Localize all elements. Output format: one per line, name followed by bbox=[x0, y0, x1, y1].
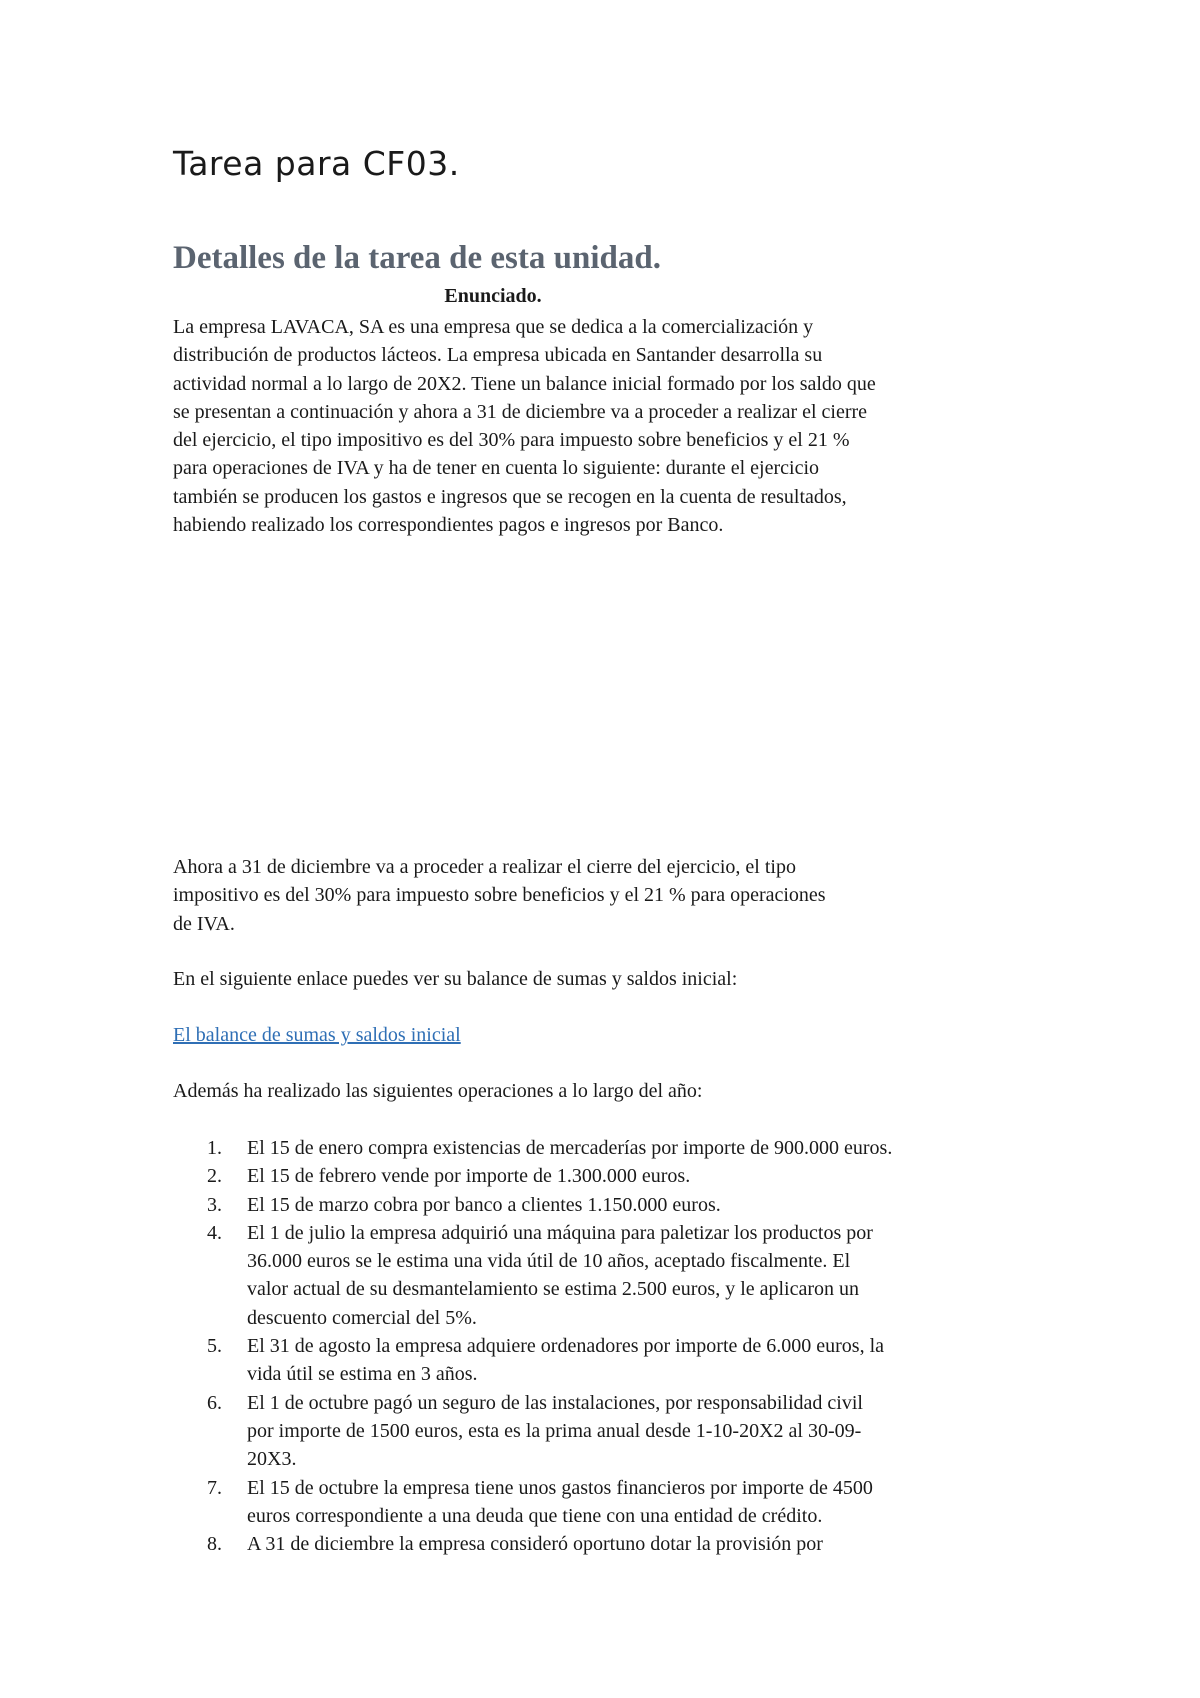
intro-line: actividad normal a lo largo de 20X2. Tiene un balance inicial formado por los saldo que bbox=[173, 372, 876, 395]
list-item bbox=[173, 1474, 1053, 1531]
intro-line: se presentan a continuación y ahora a 31 de diciembre va a proceder a realizar el cierre bbox=[173, 400, 868, 423]
list-item-line: valor actual de su desmantelamiento se estima 2.500 euros, y le aplicaron un bbox=[247, 1278, 860, 1301]
operaciones-list bbox=[173, 1134, 1053, 1558]
list-item bbox=[173, 1530, 1053, 1558]
cierre-line: Ahora a 31 de diciembre va a proceder a realizar el cierre del ejercicio, el tipo bbox=[173, 856, 796, 878]
cierre-line: de IVA. bbox=[173, 912, 235, 935]
list-item-number: 2. bbox=[207, 1165, 222, 1188]
cierre-paragraph bbox=[173, 853, 993, 938]
list-item-number: 7. bbox=[207, 1476, 222, 1499]
list-item bbox=[173, 1389, 1053, 1474]
list-item-line: A 31 de diciembre la empresa consideró oportuno dotar la provisión por bbox=[247, 1533, 823, 1556]
document-title: Tarea para CF03. bbox=[173, 144, 460, 183]
intro-line: para operaciones de IVA y ha de tener en cuenta lo siguiente: durante el ejercicio bbox=[173, 457, 820, 480]
intro-line: distribución de productos lácteos. La empresa ubicada en Santander desarrolla su bbox=[173, 344, 823, 367]
list-item-number: 4. bbox=[207, 1221, 222, 1244]
list-item-number: 5. bbox=[207, 1335, 222, 1358]
list-item-line: El 15 de febrero vende por importe de 1.300.000 euros. bbox=[247, 1165, 691, 1188]
list-item-line: El 15 de octubre la empresa tiene unos gastos financieros por importe de 4500 bbox=[247, 1476, 873, 1499]
balance-link[interactable]: El balance de sumas y saldos inicial bbox=[173, 1024, 461, 1046]
list-item-number: 6. bbox=[207, 1391, 222, 1414]
subheading-enunciado: Enunciado. bbox=[444, 285, 542, 307]
section-heading: Detalles de la tarea de esta unidad. bbox=[173, 240, 661, 276]
intro-line: también se producen los gastos e ingresos que se recogen en la cuenta de resultados, bbox=[173, 485, 847, 508]
intro-paragraph bbox=[173, 313, 1053, 539]
operaciones-intro-paragraph: Además ha realizado las siguientes operaciones a lo largo del año: bbox=[173, 1080, 703, 1102]
list-item bbox=[173, 1219, 1053, 1332]
list-item-line: euros correspondiente a una deuda que tiene con una entidad de crédito. bbox=[247, 1504, 823, 1527]
list-item-line: vida útil se estima en 3 años. bbox=[247, 1363, 478, 1386]
list-item-number: 3. bbox=[207, 1193, 222, 1216]
intro-line: del ejercicio, el tipo impositivo es del 30% para impuesto sobre beneficios y el 21 % bbox=[173, 429, 850, 452]
list-item-line: El 31 de agosto la empresa adquiere ordenadores por importe de 6.000 euros, la bbox=[247, 1335, 885, 1358]
list-item bbox=[173, 1162, 1053, 1190]
list-item-line: descuento comercial del 5%. bbox=[247, 1306, 477, 1329]
list-item bbox=[173, 1191, 1053, 1219]
list-item-line: El 15 de enero compra existencias de mercaderías por importe de 900.000 euros. bbox=[247, 1137, 893, 1159]
list-item-number: 8. bbox=[207, 1533, 222, 1556]
list-item-number: 1. bbox=[207, 1137, 222, 1159]
list-item-line: 36.000 euros se le estima una vida útil de 10 años, aceptado fiscalmente. El bbox=[247, 1250, 851, 1273]
cierre-line: impositivo es del 30% para impuesto sobre beneficios y el 21 % para operaciones bbox=[173, 884, 826, 907]
list-item-line: 20X3. bbox=[247, 1448, 297, 1471]
list-item-line: El 15 de marzo cobra por banco a clientes 1.150.000 euros. bbox=[247, 1193, 721, 1216]
list-item-line: El 1 de julio la empresa adquirió una máquina para paletizar los productos por bbox=[247, 1221, 873, 1244]
list-item bbox=[173, 1134, 1053, 1162]
list-item bbox=[173, 1332, 1053, 1389]
list-item-line: por importe de 1500 euros, esta es la prima anual desde 1-10-20X2 al 30-09- bbox=[247, 1419, 862, 1442]
intro-line: habiendo realizado los correspondientes pagos e ingresos por Banco. bbox=[173, 514, 724, 537]
list-item-line: El 1 de octubre pagó un seguro de las instalaciones, por responsabilidad civil bbox=[247, 1391, 863, 1414]
intro-line: La empresa LAVACA, SA es una empresa que se dedica a la comercialización y bbox=[173, 316, 814, 338]
enlace-intro-paragraph: En el siguiente enlace puedes ver su balance de sumas y saldos inicial: bbox=[173, 968, 738, 990]
